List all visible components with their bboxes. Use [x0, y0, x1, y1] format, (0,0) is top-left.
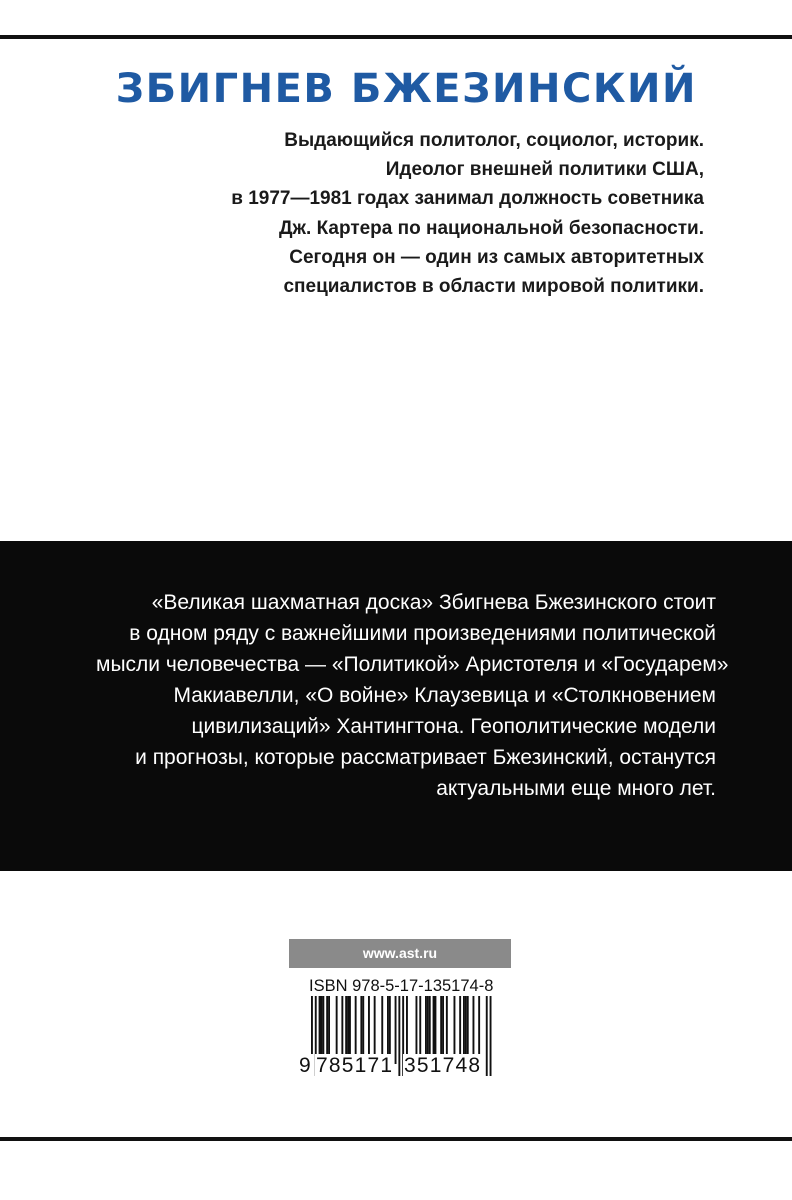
barcode-digits [299, 1054, 499, 1078]
annotation-line: Макиавелли, «О войне» Клаузевица и «Столкновением [173, 684, 716, 707]
author-name: ЗБИГНЕВ БЖЕЗИНСКИЙ [115, 66, 697, 112]
bio-line: Идеолог внешней политики США, [385, 159, 704, 181]
annotation-line: «Великая шахматная доска» Збигнева Бжезинского стоит [151, 591, 716, 614]
annotation-line: в одном ряду с важнейшими произведениями политической [129, 622, 716, 645]
isbn-label: ISBN 978-5-17-135174-8 [309, 977, 494, 995]
website-bar: www.ast.ru [289, 939, 511, 968]
bio-line: Дж. Картера по национальной безопасности. [279, 217, 704, 239]
annotation-line: актуальными еще много лет. [436, 777, 716, 800]
top-rule [0, 35, 792, 39]
bio-line: Сегодня он — один из самых авторитетных [289, 246, 704, 268]
bottom-rule [0, 1137, 792, 1141]
barcode [299, 996, 499, 1080]
barcode-lead-digit: 9 [299, 1054, 311, 1077]
author-bio [144, 126, 704, 301]
annotation-line: цивилизаций» Хантингтона. Геополитические модели [191, 715, 716, 738]
bio-line: специалистов в области мировой политики. [283, 276, 704, 298]
bio-line: Выдающийся политолог, социолог, историк. [284, 130, 704, 151]
annotation-line: и прогнозы, которые рассматривает Бжезинский, останутся [135, 746, 716, 769]
barcode-right-group: 351748 [404, 1054, 482, 1077]
bio-line: в 1977—1981 годах занимал должность советника [231, 188, 704, 210]
book-annotation [96, 587, 729, 804]
annotation-line: мысли человечества — «Политикой» Аристотеля и «Государем» [96, 653, 729, 676]
barcode-left-group: 785171 [316, 1054, 394, 1077]
